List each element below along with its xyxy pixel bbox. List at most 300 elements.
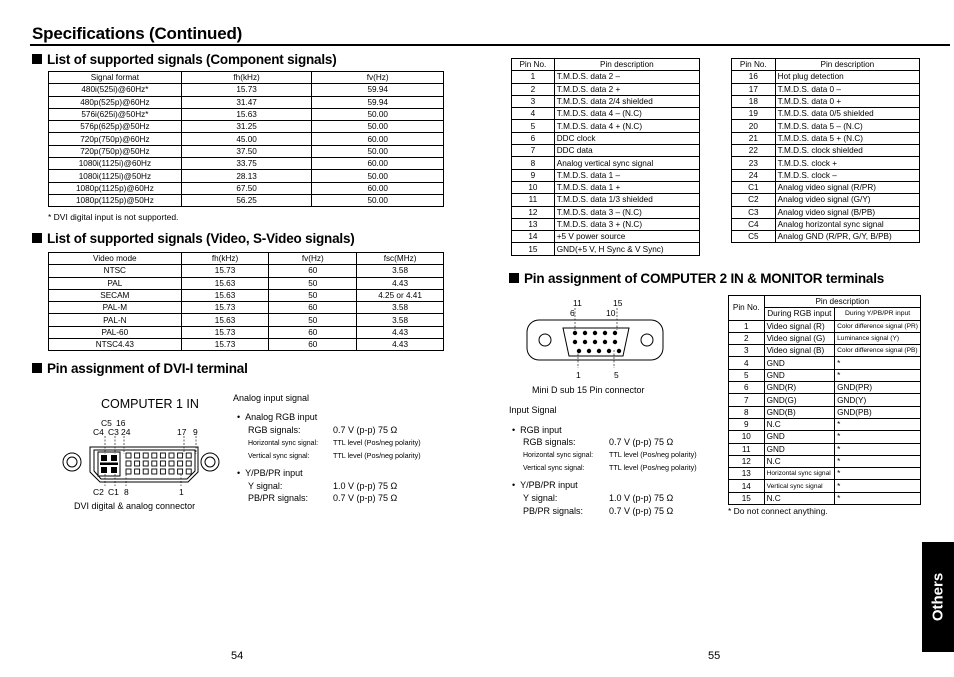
- table-cell: SECAM: [49, 289, 182, 301]
- table-cell: T.M.D.S. clock shielded: [775, 145, 919, 157]
- table-row: [512, 145, 700, 157]
- dsub-pin: [573, 331, 577, 335]
- table-cell: N.C: [764, 418, 835, 430]
- table-cell: 1: [512, 71, 555, 83]
- table-cell: 10: [729, 431, 765, 443]
- table-cell: 15.73: [181, 339, 269, 351]
- table-cell: 7: [512, 145, 555, 157]
- table-cell: 9: [729, 418, 765, 430]
- table-cell: 15: [729, 492, 765, 504]
- table-cell: Video signal (R): [764, 320, 835, 332]
- table-cell: 22: [732, 145, 776, 157]
- table-cell: T.M.D.S. data 3 – (N.C): [554, 206, 699, 218]
- table-cell: 1080p(1125p)@60Hz: [49, 182, 182, 194]
- table-cell: GND(G): [764, 394, 835, 406]
- table-row: [512, 231, 700, 243]
- table-row: [732, 120, 920, 132]
- table-cell: T.M.D.S. data 4 – (N.C): [554, 108, 699, 120]
- dvi-pin-label: 1: [179, 487, 184, 497]
- table-row: [512, 83, 700, 95]
- table-cell: Video signal (B): [764, 345, 835, 357]
- table-cell: PAL-N: [49, 314, 182, 326]
- table-cell: GND: [764, 443, 835, 455]
- table-cell: 50: [269, 277, 357, 289]
- table-row: [49, 108, 444, 120]
- input-signal-title: Input Signal: [509, 405, 557, 415]
- table-cell: PAL-M: [49, 302, 182, 314]
- dsub-pin: [613, 331, 617, 335]
- table-cell: Analog horizontal sync signal: [775, 218, 919, 230]
- table-row: [729, 492, 921, 504]
- table-cell: 9: [512, 169, 555, 181]
- table-cell: T.M.D.S. clock +: [775, 157, 919, 169]
- dvi-pin: [143, 453, 148, 458]
- ypbpr-item: • Y/PB/PR input: [512, 480, 578, 490]
- table-cell: T.M.D.S. data 0 –: [775, 83, 919, 95]
- y-signal-row: Y signal: 1.0 V (p-p) 75 Ω: [523, 493, 674, 503]
- dvi-pin: [160, 469, 165, 474]
- table-cell: 60.00: [312, 182, 444, 194]
- table-cell: 14: [512, 231, 555, 243]
- table-row: [729, 332, 921, 344]
- table-header: fsc(MHz): [357, 253, 444, 265]
- table-cell: 15: [512, 243, 555, 255]
- dsub-pin: [607, 349, 611, 353]
- table-row: [49, 84, 444, 96]
- table-row: [512, 95, 700, 107]
- table-row: [732, 181, 920, 193]
- table-cell: 4.43: [357, 339, 444, 351]
- table-cell: *: [835, 357, 921, 369]
- table-cell: *: [835, 443, 921, 455]
- table-cell: 1080i(1125i)@60Hz: [49, 158, 182, 170]
- dvi-pin: [143, 461, 148, 466]
- table-cell: 8: [512, 157, 555, 169]
- rgb-input-item: • RGB input: [512, 425, 562, 435]
- vsync-row: Vertical sync signal: TTL level (Pos/neg polarity): [248, 451, 421, 460]
- table-header: During RGB input: [764, 308, 835, 320]
- dvi-pin: [160, 461, 165, 466]
- table-row: [729, 320, 921, 332]
- table-cell: GND(B): [764, 406, 835, 418]
- dvi-pin: [169, 469, 174, 474]
- table-cell: 3.58: [357, 314, 444, 326]
- table-cell: 50: [269, 314, 357, 326]
- table-cell: 3.58: [357, 302, 444, 314]
- table-header: Pin description: [764, 296, 920, 308]
- dvi-pin-label: C1: [108, 487, 119, 497]
- dvi-pin-table-1: [511, 58, 700, 256]
- table-row: [729, 406, 921, 418]
- table-cell: 21: [732, 132, 776, 144]
- table-cell: 13: [729, 468, 765, 480]
- vsync-row: Vertical sync signal: TTL level (Pos/neg polarity): [523, 463, 697, 472]
- table-row: [729, 468, 921, 480]
- table-row: [512, 206, 700, 218]
- table-cell: GND(PR): [835, 382, 921, 394]
- table-cell: 56.25: [181, 194, 312, 206]
- table-cell: 5: [512, 120, 555, 132]
- table-cell: 11: [512, 194, 555, 206]
- component-signals-table: [48, 71, 444, 207]
- table-cell: PAL-60: [49, 326, 182, 338]
- dvi-pin: [169, 461, 174, 466]
- table-row: [512, 71, 700, 83]
- analog-input-title: Analog input signal: [233, 393, 310, 403]
- table-cell: 1: [729, 320, 765, 332]
- table-cell: 60: [269, 339, 357, 351]
- dsub-pin: [597, 349, 601, 353]
- table-row: [732, 83, 920, 95]
- table-cell: 60: [269, 265, 357, 277]
- dvi-connector-figure: [60, 414, 225, 499]
- dvi-heading: Pin assignment of DVI-I terminal: [32, 361, 248, 376]
- dvi-pin-label: 8: [124, 487, 129, 497]
- table-row: [729, 394, 921, 406]
- table-cell: Luminance signal (Y): [835, 332, 921, 344]
- component-note: * DVI digital input is not supported.: [48, 212, 179, 222]
- table-header: During Y/PB/PR input: [835, 308, 921, 320]
- rgb-signals-row: RGB signals: 0.7 V (p-p) 75 Ω: [523, 437, 674, 447]
- dvi-pin-label: 9: [193, 427, 198, 437]
- table-row: [49, 145, 444, 157]
- table-cell: 3.58: [357, 265, 444, 277]
- table-row: [732, 71, 920, 83]
- bullet-square-icon: [32, 54, 42, 64]
- table-cell: GND(PB): [835, 406, 921, 418]
- table-cell: 60.00: [312, 133, 444, 145]
- table-cell: T.M.D.S. data 1 +: [554, 181, 699, 193]
- table-cell: 12: [729, 455, 765, 467]
- dsub-pin: [583, 340, 587, 344]
- table-row: [512, 157, 700, 169]
- table-header: Pin No.: [729, 296, 765, 321]
- table-cell: DDC data: [554, 145, 699, 157]
- table-cell: 1080p(1125p)@50Hz: [49, 194, 182, 206]
- page-number-right: 55: [708, 650, 721, 662]
- table-row: [49, 182, 444, 194]
- table-row: [729, 455, 921, 467]
- table-cell: 67.50: [181, 182, 312, 194]
- table-cell: N.C: [764, 492, 835, 504]
- dvi-pin: [135, 461, 140, 466]
- table-header: Pin description: [554, 59, 699, 71]
- table-row: [729, 357, 921, 369]
- computer2-heading: Pin assignment of COMPUTER 2 IN & MONITOR terminals: [509, 271, 884, 286]
- dsub-pin-label: 6: [570, 308, 575, 318]
- table-row: [512, 243, 700, 255]
- table-cell: 15.73: [181, 302, 269, 314]
- dvi-pin: [126, 453, 131, 458]
- analog-rgb-item: • Analog RGB input: [237, 412, 318, 422]
- dvi-connector-icon: [60, 414, 225, 499]
- rgb-signals-row: RGB signals: 0.7 V (p-p) 75 Ω: [248, 425, 398, 435]
- table-cell: T.M.D.S. data 1/3 shielded: [554, 194, 699, 206]
- table-cell: T.M.D.S. data 2 +: [554, 83, 699, 95]
- table-cell: Analog video signal (G/Y): [775, 194, 919, 206]
- table-cell: 45.00: [181, 133, 312, 145]
- table-cell: 3: [729, 345, 765, 357]
- table-header: fh(kHz): [181, 72, 312, 84]
- table-cell: GND: [764, 369, 835, 381]
- table-header: Pin description: [775, 59, 919, 71]
- table-cell: 60: [269, 326, 357, 338]
- table-cell: Analog GND (R/PR, G/Y, B/PB): [775, 231, 919, 243]
- dsub-pin-label: 11: [573, 298, 582, 308]
- table-cell: C1: [732, 181, 776, 193]
- dsub-pin: [613, 340, 617, 344]
- dsub-pin: [593, 340, 597, 344]
- table-cell: 59.94: [312, 96, 444, 108]
- table-cell: C5: [732, 231, 776, 243]
- table-cell: PAL: [49, 277, 182, 289]
- dvi-pin: [178, 453, 183, 458]
- table-row: [512, 132, 700, 144]
- table-cell: *: [835, 369, 921, 381]
- ypbpr-item: • Y/PB/PR input: [237, 468, 303, 478]
- table-cell: C4: [732, 218, 776, 230]
- table-cell: +5 V power source: [554, 231, 699, 243]
- bullet-square-icon: [509, 273, 519, 283]
- table-row: [732, 145, 920, 157]
- table-row: [49, 277, 444, 289]
- dvi-pin: [152, 469, 157, 474]
- table-header: Video mode: [49, 253, 182, 265]
- table-cell: 31.47: [181, 96, 312, 108]
- table-row: [732, 108, 920, 120]
- table-row: [49, 265, 444, 277]
- table-row: [512, 169, 700, 181]
- table-row: [49, 158, 444, 170]
- table-row: [49, 302, 444, 314]
- table-cell: 50.00: [312, 194, 444, 206]
- table-header: fv(Hz): [269, 253, 357, 265]
- table-cell: 576p(625p)@50Hz: [49, 121, 182, 133]
- dvi-pin: [126, 461, 131, 466]
- table-cell: *: [835, 431, 921, 443]
- table-cell: DDC clock: [554, 132, 699, 144]
- table-cell: Color difference signal (PB): [835, 345, 921, 357]
- table-row: [512, 120, 700, 132]
- table-cell: 50.00: [312, 108, 444, 120]
- computer1-label: COMPUTER 1 IN: [101, 397, 199, 411]
- table-cell: Analog video signal (B/PB): [775, 206, 919, 218]
- table-cell: 6: [512, 132, 555, 144]
- table-cell: N.C: [764, 455, 835, 467]
- dvi-pin: [143, 469, 148, 474]
- component-heading: List of supported signals (Component signals): [32, 52, 337, 67]
- dsub-pin-label: 15: [613, 298, 623, 308]
- page-number-left: 54: [231, 650, 244, 662]
- table-row: [49, 133, 444, 145]
- dvi-pin: [135, 453, 140, 458]
- table-cell: 50.00: [312, 121, 444, 133]
- table-row: [49, 96, 444, 108]
- dvi-pin-label: C2: [93, 487, 104, 497]
- table-row: [49, 121, 444, 133]
- table-cell: T.M.D.S. data 2/4 shielded: [554, 95, 699, 107]
- table-cell: 60.00: [312, 158, 444, 170]
- table-cell: 60: [269, 302, 357, 314]
- dvi-pin-label: 17: [177, 427, 187, 437]
- dsub-pin-label: 5: [614, 370, 619, 380]
- table-cell: Analog video signal (R/PR): [775, 181, 919, 193]
- table-cell: 4.43: [357, 277, 444, 289]
- table-row: [732, 218, 920, 230]
- dsub-pin: [603, 331, 607, 335]
- dsub-note: * Do not connect anything.: [728, 506, 828, 516]
- dvi-pin: [152, 461, 157, 466]
- table-row: [729, 480, 921, 492]
- table-row: [729, 345, 921, 357]
- dsub-pin-label: 1: [576, 370, 581, 380]
- table-row: [729, 369, 921, 381]
- y-signal-row: Y signal: 1.0 V (p-p) 75 Ω: [248, 481, 398, 491]
- table-cell: *: [835, 418, 921, 430]
- dvi-pin: [126, 469, 131, 474]
- dsub-pin: [587, 349, 591, 353]
- table-cell: 4.43: [357, 326, 444, 338]
- table-cell: 8: [729, 406, 765, 418]
- dsub-pin: [617, 349, 621, 353]
- table-cell: 11: [729, 443, 765, 455]
- table-row: [729, 431, 921, 443]
- table-cell: GND(R): [764, 382, 835, 394]
- table-row: [729, 418, 921, 430]
- table-row: [732, 157, 920, 169]
- dvi-pin: [135, 469, 140, 474]
- table-cell: 28.13: [181, 170, 312, 182]
- dvi-pin-label: 16: [116, 418, 126, 428]
- table-row: [732, 206, 920, 218]
- table-row: [732, 194, 920, 206]
- table-header: Signal format: [49, 72, 182, 84]
- table-cell: *: [835, 468, 921, 480]
- table-cell: GND: [764, 357, 835, 369]
- table-cell: 15.73: [181, 84, 312, 96]
- table-cell: T.M.D.S. data 2 –: [554, 71, 699, 83]
- table-row: [732, 95, 920, 107]
- table-cell: 20: [732, 120, 776, 132]
- pbpr-signal-row: PB/PR signals: 0.7 V (p-p) 75 Ω: [248, 493, 398, 503]
- dvi-pin: [169, 453, 174, 458]
- pbpr-signal-row: PB/PR signals: 0.7 V (p-p) 75 Ω: [523, 506, 674, 516]
- dvi-pin-label: C4: [93, 427, 104, 437]
- hsync-row: Horizontal sync signal: TTL level (Pos/neg polarity): [523, 450, 697, 459]
- dsub-pin: [583, 331, 587, 335]
- dvi-pin: [186, 461, 191, 466]
- table-row: [49, 326, 444, 338]
- table-row: [49, 314, 444, 326]
- bullet-square-icon: [32, 363, 42, 373]
- table-cell: 14: [729, 480, 765, 492]
- table-row: [512, 181, 700, 193]
- table-cell: 4.25 or 4.41: [357, 289, 444, 301]
- table-cell: 50.00: [312, 145, 444, 157]
- dvi-pin: [178, 461, 183, 466]
- dsub-pin: [573, 340, 577, 344]
- table-cell: GND(Y): [835, 394, 921, 406]
- table-cell: 15.63: [181, 314, 269, 326]
- table-cell: 15.73: [181, 265, 269, 277]
- table-cell: 7: [729, 394, 765, 406]
- table-cell: 15.63: [181, 277, 269, 289]
- table-cell: *: [835, 480, 921, 492]
- table-row: [732, 231, 920, 243]
- table-row: [49, 289, 444, 301]
- table-row: [732, 169, 920, 181]
- table-cell: 1080i(1125i)@50Hz: [49, 170, 182, 182]
- dsub-caption: Mini D sub 15 Pin connector: [532, 385, 645, 395]
- table-cell: Horizontal sync signal: [764, 468, 835, 480]
- table-cell: C2: [732, 194, 776, 206]
- table-cell: 4: [512, 108, 555, 120]
- table-row: [512, 194, 700, 206]
- table-cell: 5: [729, 369, 765, 381]
- table-cell: *: [835, 455, 921, 467]
- table-cell: 3: [512, 95, 555, 107]
- table-cell: GND: [764, 431, 835, 443]
- table-cell: 24: [732, 169, 776, 181]
- table-cell: T.M.D.S. clock –: [775, 169, 919, 181]
- table-cell: Hot plug detection: [775, 71, 919, 83]
- dsub-pin: [603, 340, 607, 344]
- table-cell: 15.73: [181, 326, 269, 338]
- table-cell: 15.63: [181, 108, 312, 120]
- table-cell: 480i(525i)@60Hz*: [49, 84, 182, 96]
- table-cell: *: [835, 492, 921, 504]
- dsub-pin: [577, 349, 581, 353]
- table-cell: 720p(750p)@60Hz: [49, 133, 182, 145]
- table-cell: 50.00: [312, 170, 444, 182]
- dsub-pin-label: 10: [606, 308, 616, 318]
- table-cell: 10: [512, 181, 555, 193]
- dsub-pin: [593, 331, 597, 335]
- table-cell: 2: [512, 83, 555, 95]
- table-cell: Color difference signal (PR): [835, 320, 921, 332]
- table-cell: 4: [729, 357, 765, 369]
- table-cell: 33.75: [181, 158, 312, 170]
- hsync-row: Horizontal sync signal: TTL level (Pos/neg polarity): [248, 438, 421, 447]
- table-cell: Analog vertical sync signal: [554, 157, 699, 169]
- table-cell: T.M.D.S. data 3 + (N.C): [554, 218, 699, 230]
- dvi-pin-table-2: [731, 58, 920, 243]
- dsub-pin-table: [728, 295, 921, 505]
- table-cell: T.M.D.S. data 5 – (N.C): [775, 120, 919, 132]
- dvi-pin-label: C5: [101, 418, 112, 428]
- table-cell: T.M.D.S. data 1 –: [554, 169, 699, 181]
- table-cell: T.M.D.S. data 4 + (N.C): [554, 120, 699, 132]
- table-cell: 720p(750p)@50Hz: [49, 145, 182, 157]
- table-cell: NTSC: [49, 265, 182, 277]
- table-cell: T.M.D.S. data 5 + (N.C): [775, 132, 919, 144]
- video-signals-table: [48, 252, 444, 351]
- table-header: fv(Hz): [312, 72, 444, 84]
- table-header: Pin No.: [732, 59, 776, 71]
- table-cell: GND(+5 V, H Sync & V Sync): [554, 243, 699, 255]
- page-title: Specifications (Continued): [32, 24, 243, 43]
- table-cell: 12: [512, 206, 555, 218]
- table-cell: 16: [732, 71, 776, 83]
- table-cell: 59.94: [312, 84, 444, 96]
- bullet-square-icon: [32, 233, 42, 243]
- title-rule: [30, 44, 950, 46]
- table-row: [729, 382, 921, 394]
- video-heading: List of supported signals (Video, S-Video signals): [32, 231, 355, 246]
- table-header: Pin No.: [512, 59, 555, 71]
- table-header: fh(kHz): [181, 253, 269, 265]
- table-cell: 50: [269, 289, 357, 301]
